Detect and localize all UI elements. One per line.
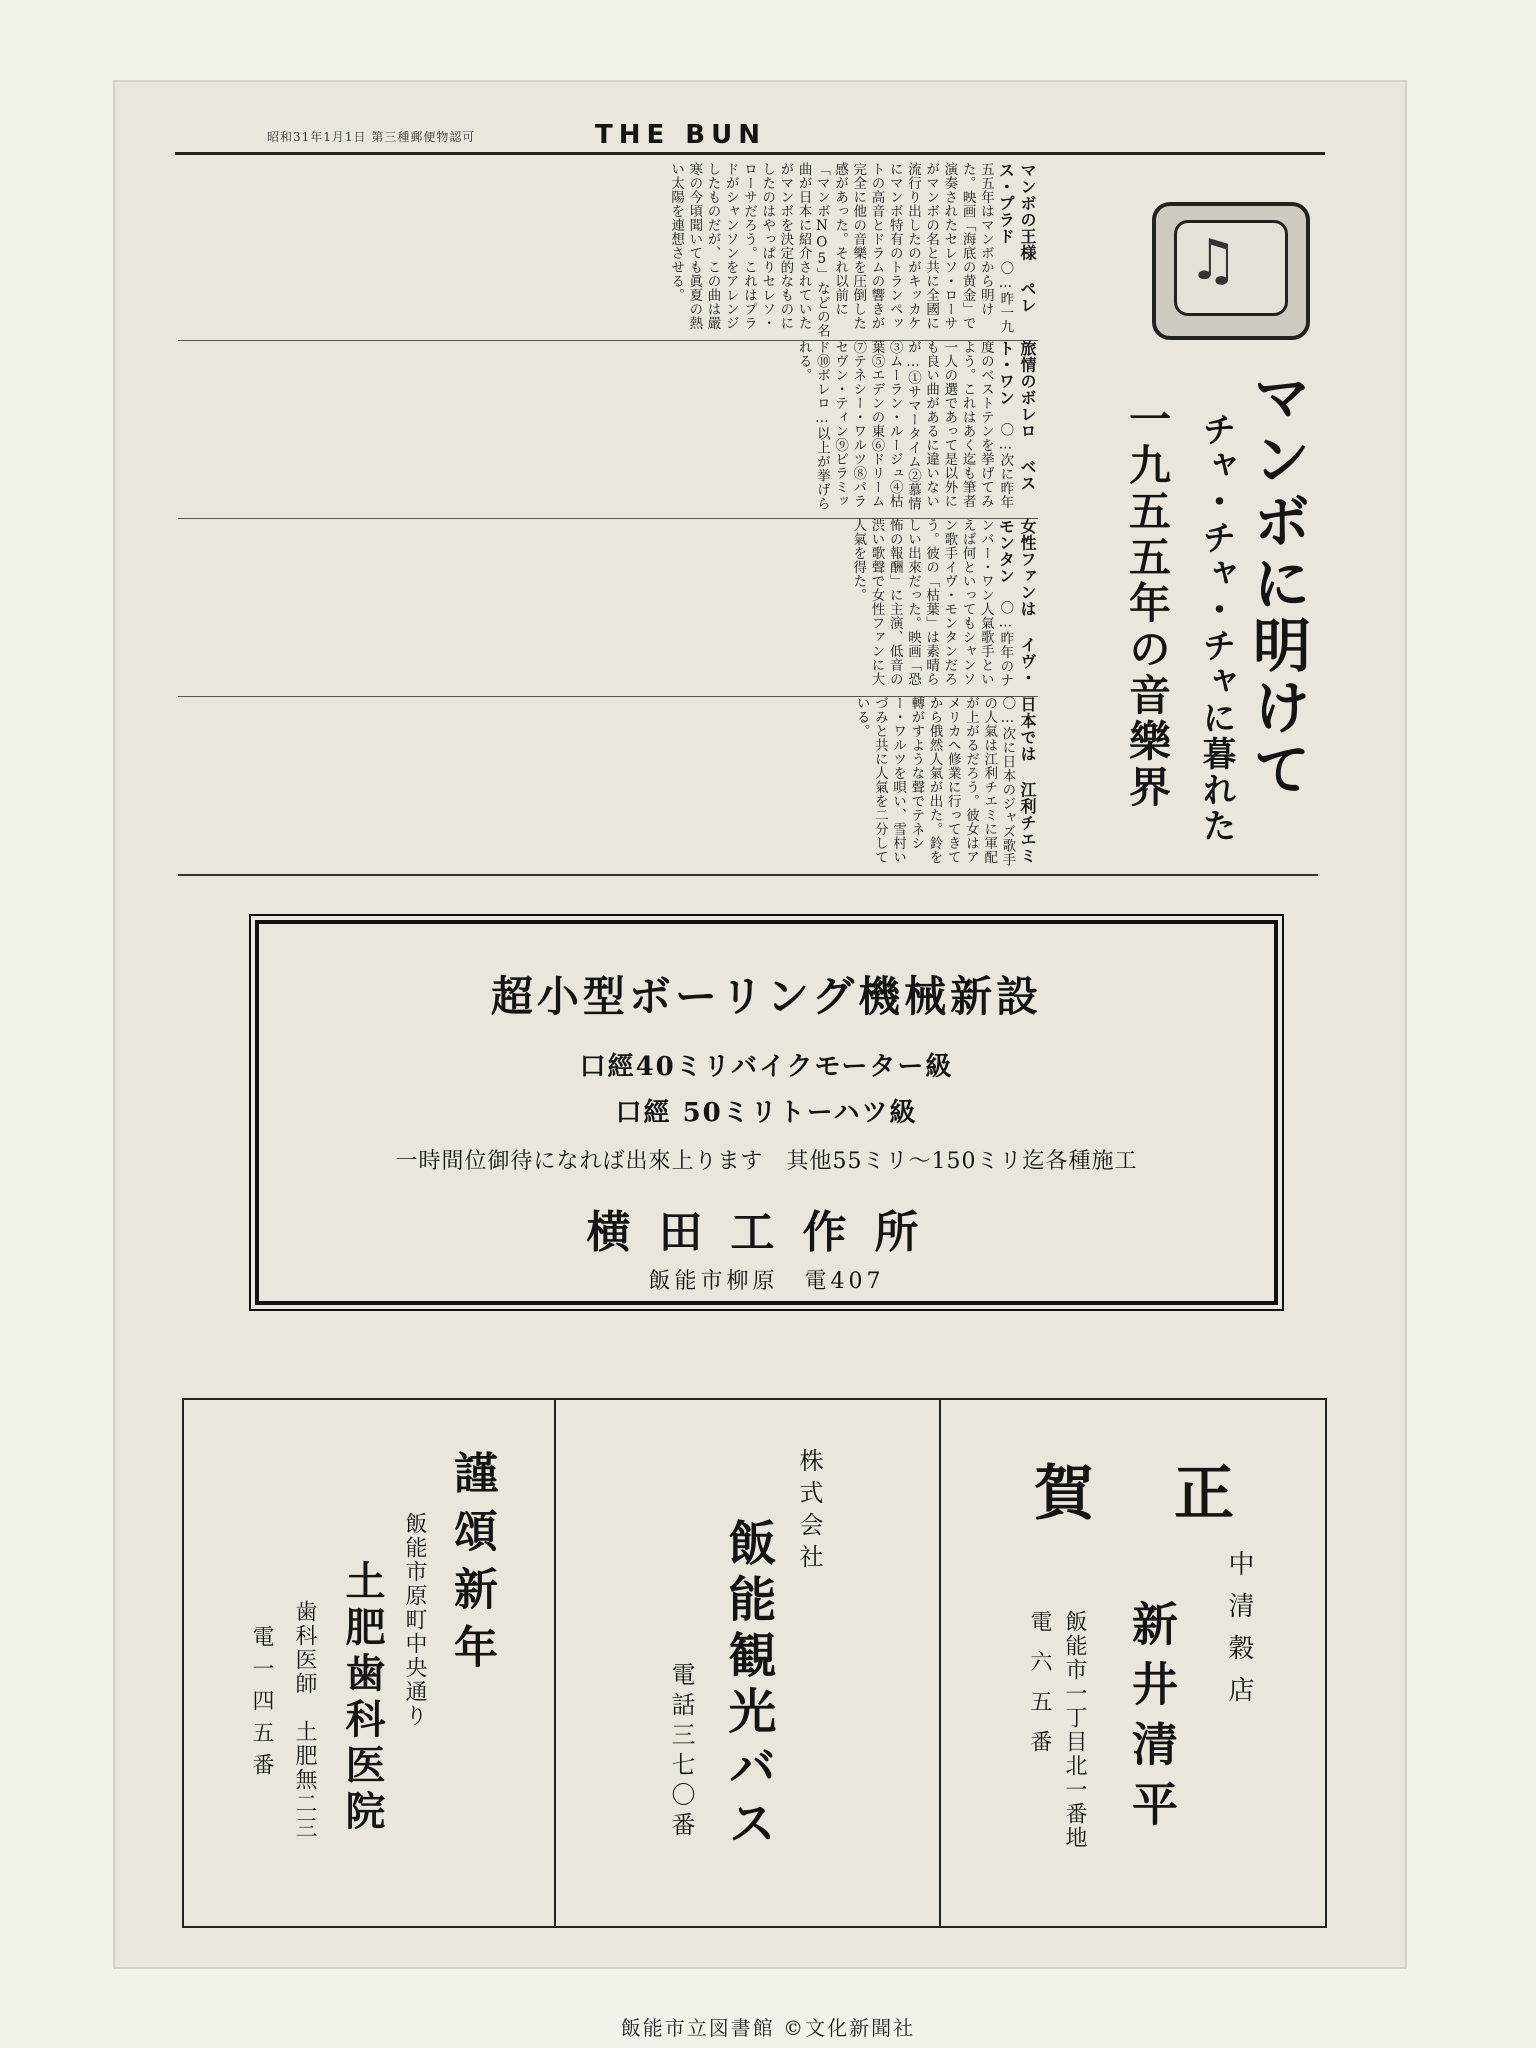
bus-company-ad bbox=[554, 1400, 941, 1926]
tv-illustration bbox=[1152, 202, 1310, 340]
column-block bbox=[178, 162, 1038, 340]
masthead-bar bbox=[175, 120, 1325, 155]
column-head: 女性ファンは イヴ・モンタン bbox=[996, 518, 1037, 686]
column-tier-1 bbox=[178, 162, 1038, 341]
column-block bbox=[178, 518, 1038, 696]
column-body: 〇…昨一九五五年はマンボから明けた。映画「海底の黄金」で演奏されたセレソ・ローサがマンボの名と共に全國に流行り出したのがキッカケにマンボ特有のトランペットの高音とドラムの響きが完全に他の音樂を圧倒した感があった。それ以前に「マンボNO5」などの名曲が日本に紹介されていたがマンボを決定的なものにしたのはやっぱりセレソ・ローサだろう。これはプラドがシャンソンをアレンジしたものだが、この曲は嚴寒の今頃聞いても眞夏の熱い太陽を連想させる。 bbox=[668, 162, 1014, 338]
ad-headline: 超小型ボーリング機械新設 bbox=[490, 972, 1043, 1021]
dental-greeting: 謹頌新年 bbox=[446, 1450, 497, 1682]
ad-spec-line-1: 口經40ミリバイクモーター級 bbox=[579, 1052, 954, 1082]
column-block bbox=[178, 696, 1038, 872]
rice-greeting: 賀正 bbox=[1034, 1459, 1314, 1529]
column-body: 〇…次に日本のジャズ歌手の人氣は江利チエミに軍配が上がるだろう。彼女はアメリカへ修業に行ってきてから俄然人氣が出た。鈴を轉がすような聲でテネシー・ワルツを唄い、雪村いづみと共に人氣を二分している。 bbox=[853, 696, 1016, 867]
column-tier-4 bbox=[178, 696, 1038, 872]
rice-shop-name: 中清穀店 bbox=[1224, 1550, 1254, 1718]
dental-phone: 電一四五番 bbox=[249, 1625, 274, 1785]
rice-owner-name: 新井清平 bbox=[1125, 1600, 1179, 1840]
column-block bbox=[178, 340, 1038, 518]
article-subtitle: チャ・チャ・チャに暮れた bbox=[1196, 412, 1236, 844]
bus-company-prefix: 株式会社 bbox=[795, 1448, 823, 1576]
bus-company-phone: 電話三七〇番 bbox=[667, 1662, 695, 1842]
boring-machine-ad bbox=[255, 920, 1278, 1305]
new-year-ads bbox=[182, 1398, 1327, 1928]
column-head: マンボの王様 ペレス・プラド bbox=[996, 162, 1037, 314]
column-body: 〇…昨年のナンバー・ワン人氣歌手といえば何といってもシャンソン歌手イヴ・モンタンだろう。彼の「枯葉」は素晴らしい出來だった。映画「恐怖の報酬」に主演、低音の渋い歌聲で女性ファンに大人氣を得た。 bbox=[850, 518, 1014, 687]
article-title: マンボに明けて bbox=[1243, 367, 1311, 801]
column-body: 〇…次に昨年度のベストテンを挙げてみよう。これはあく迄も筆者一人の選であって是以外にも良い曲があるに違いないが…①サマータイム②慕情③ムーラン・ルージュ④枯葉⑤エデンの東⑥ドリーム⑦テネシー・ワルツ⑧パラセヴン・ティン⑨ピラミッド⑩ボレロ…以上が挙げられる。 bbox=[795, 340, 1014, 511]
music-article bbox=[178, 162, 1318, 876]
dental-clinic-name: 土肥歯科医院 bbox=[339, 1560, 386, 1836]
bus-company-name: 飯能観光バス bbox=[720, 1518, 776, 1854]
dental-doctor: 歯科医師 土肥無二三 bbox=[292, 1600, 317, 1840]
ad-service-line: 一時間位御待になれば出來上ります 其他55ミリ～150ミリ迄各種施工 bbox=[395, 1149, 1138, 1174]
article-year-line: 一九五五年の音樂界 bbox=[1123, 397, 1172, 811]
rice-shop-phone: 電六五番 bbox=[1027, 1610, 1052, 1770]
article-columns bbox=[178, 162, 1038, 874]
ad-company-address: 飯能市柳原 電407 bbox=[648, 1269, 885, 1294]
dental-address: 飯能市原町中央通り bbox=[402, 1512, 427, 1728]
rice-shop-ad bbox=[939, 1400, 1325, 1926]
column-head: 旅情のボレロ ベスト・ワン bbox=[996, 340, 1037, 492]
dental-clinic-ad bbox=[184, 1400, 556, 1926]
column-head: 日本では 江利チエミ bbox=[1018, 696, 1037, 864]
issue-date: 昭和31年1月1日 第三種郵便物認可 bbox=[267, 130, 476, 144]
column-tier-2 bbox=[178, 340, 1038, 519]
column-tier-3 bbox=[178, 518, 1038, 697]
archive-credit: 飯能市立図書館 ©文化新聞社 bbox=[620, 2016, 916, 2040]
dancer-icon: ♫ bbox=[1188, 228, 1239, 293]
ad-spec-line-2: 口經 50ミリトーハツ級 bbox=[615, 1098, 918, 1128]
masthead-title: THE BUN bbox=[595, 120, 766, 150]
rice-shop-address: 飯能市一丁目北一番地 bbox=[1062, 1610, 1087, 1850]
ad-company-name: 横田工作所 bbox=[586, 1207, 947, 1258]
